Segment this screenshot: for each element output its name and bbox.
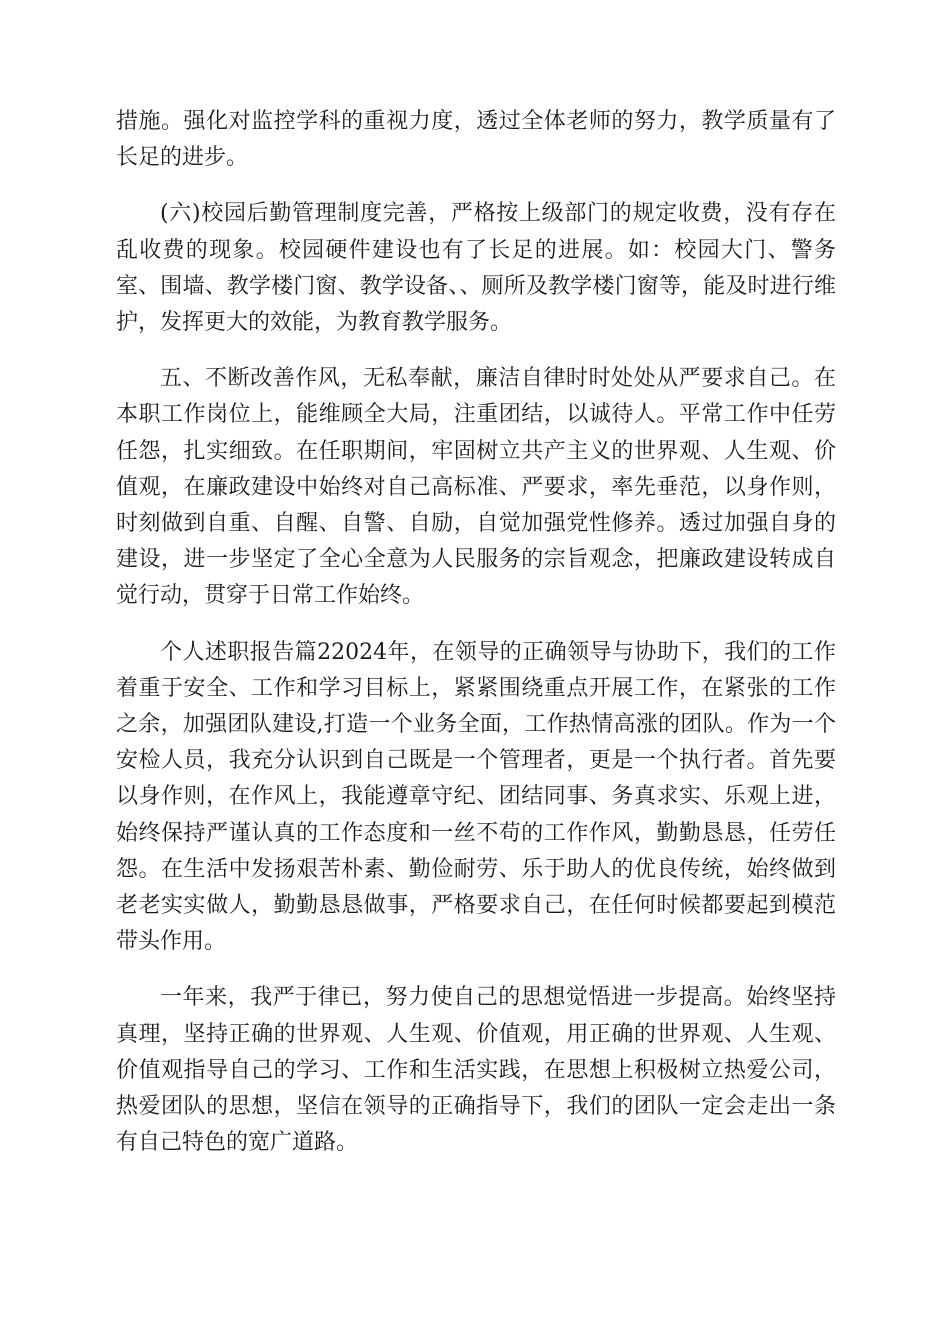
paragraph-logistics: (六)校园后勤管理制度完善，严格按上级部门的规定收费，没有存在乱收费的现象。校园硬件建设也有了长足的进展。如：校园大门、警务室、围墙、教学楼门窗、教学设备、、厕所及教学楼门窗等，能及时进行维护，发挥更大的效能，为教育教学服务。 [116, 201, 836, 336]
paragraph-work-style: 五、不断改善作风，无私奉献，廉洁自律时时处处从严要求自己。在本职工作岗位上，能维顾全大局，注重团结，以诚待人。平常工作中任劳任怨，扎实细致。在任职期间，牢固树立共产主义的世界观、人生观、价值观，在廉政建设中始终对自己高标准、严要求，率先垂范，以身作则，时刻做到自重、自醒、自警、自励，自觉加强党性修养。透过加强自身的建设，进一步坚定了全心全意为人民服务的宗旨观念，把廉政建设转成自觉行动，贯穿于日常工作始终。 [116, 366, 836, 609]
document-page [116, 104, 836, 1181]
paragraph-self-discipline: 一年来，我严于律已，努力使自己的思想觉悟进一步提高。始终坚持真理，坚持正确的世界观、人生观、价值观，用正确的世界观、人生观、价值观指导自己的学习、工作和生活实践，在思想上积极树立热爱公司，热爱团队的思想，坚信在领导的正确指导下，我们的团队一定会走出一条有自己特色的宽广道路。 [116, 985, 836, 1156]
paragraph-report-2: 个人述职报告篇22024年，在领导的正确领导与协助下，我们的工作着重于安全、工作和学习目标上，紧紧围绕重点开展工作，在紧张的工作之余，加强团队建设,打造一个业务全面，工作热情高涨的团队。作为一个安检人员，我充分认识到自己既是一个管理者，更是一个执行者。首先要以身作则，在作风上，我能遵章守纪、团结同事、务真求实、乐观上进，始终保持严谨认真的工作态度和一丝不苟的工作作风，勤勤恳恳，任劳任怨。在生活中发扬艰苦朴素、勤俭耐劳、乐于助人的优良传统，始终做到老老实实做人，勤勤恳恳做事，严格要求自己，在任何时候都要起到模范带头作用。 [116, 639, 836, 955]
paragraph-continuation: 措施。强化对监控学科的重视力度，透过全体老师的努力，教学质量有了长足的进步。 [116, 109, 836, 171]
